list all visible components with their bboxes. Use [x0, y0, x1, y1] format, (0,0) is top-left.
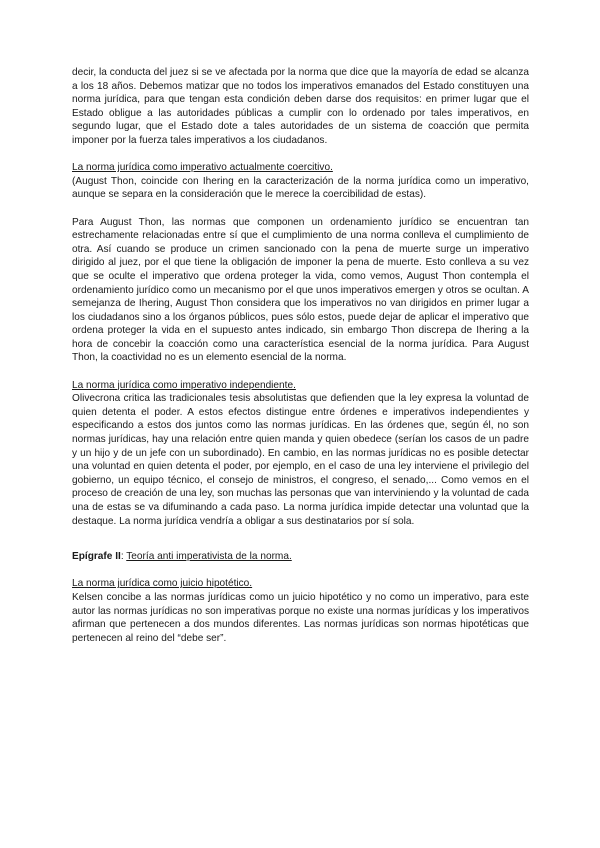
heading-imperativo-coercitivo: La norma jurídica como imperativo actualmente coercitivo.: [72, 162, 333, 174]
spacer: [72, 528, 529, 550]
spacer: [72, 365, 529, 379]
paragraph-thon-intro: (August Thon, coincide con Ihering en la caracterización de la norma jurídica como un imperativo, aunque se separa en la consideración que le merece la coercibilidad de estas).: [72, 175, 529, 201]
spacer: [72, 202, 529, 216]
paragraph-olivecrona: Olivecrona critica las tradicionales tesis absolutistas que defienden que la ley expresa la voluntad de quien detenta el poder. A estos efectos distingue entre órdenes e imperativos independientes y especificando a estos dos juntos como las normas jurídicas. En las órdenes que, según él, no son normas jurídicas, hay una relación entre quien manda y quien obedece (serían los casos de un padre y un hijo y de un jefe con un subordinado). En cambio, en las normas jurídicas no es posible detectar una voluntad en quien detenta el poder, por ejemplo, en el caso de una ley interviene el privilegio del gobierno, un equipo técnico, el consejo de ministros, el congreso, el senado,... Como vemos en el proceso de creación de una ley, son muchas las personas que van interviniendo y la voluntad de cada una de estas se va difuminando a cada paso. La norma jurídica impide detectar una voluntad que la destaque. La norma jurídica vendría a obligar a sus destinatarios por sí sola.: [72, 393, 529, 527]
paragraph-thon: Para August Thon, las normas que componen un ordenamiento jurídico se encuentran tan estrechamente relacionadas entre sí que el cumplimiento de una norma conlleva el cumplimiento de otra. Así cuando se produce un crimen sancionado con la pena de muerte surge un imperativo dirigido al juez, por el que tiene la obligación de imponer la pena de muerte. Esto conlleva a su vez que se oculte el imperativo que ordena proteger la vida, como vemos, August Thon contempla el ordenamiento jurídico como un mecanismo por el que unos imperativos emergen y otros se ocultan. A semejanza de Ihering, August Thon considera que los imperativos no van dirigidos en primer lugar a los ciudadanos sino a los órganos públicos, pues sólo estos, puede dejar de aplicar el imperativo que ordena proteger la vida en el supuesto antes indicado, sin embargo Thon discrepa de Ihering a la hora de concebir la coacción como una característica esencial de la norma jurídica. Para August Thon, la coactividad no es un elemento esencial de la norma.: [72, 216, 529, 364]
spacer: [72, 564, 529, 578]
epigrafe-heading: [72, 550, 529, 564]
heading-juicio-hipotetico: La norma jurídica como juicio hipotético.: [72, 578, 253, 590]
epigrafe-separator: :: [120, 551, 127, 563]
paragraph-kelsen: Kelsen concibe a las normas jurídicas como un juicio hipotético y no como un imperativo, para este autor las normas jurídicas no son imperativas porque no existe una normas jurídicas y los imperativos afirman que pertenecen a dos mundos diferentes. Las normas jurídicas son normas hipotéticas que pertenecen al reino del “debe ser”.: [72, 591, 529, 644]
heading-imperativo-independiente: La norma jurídica como imperativo independiente.: [72, 379, 296, 391]
epigrafe-title: Teoría anti imperativista de la norma.: [126, 551, 292, 563]
epigrafe-label: Epígrafe II: [72, 551, 121, 563]
paragraph-intro: decir, la conducta del juez si se ve afectada por la norma que dice que la mayoría de edad se alcanza a los 18 años. Debemos matizar que no todos los imperativos emanados del Estado constituyen una norma jurídica, para que tengan esta condición deben darse dos requisitos: en primer lugar que el Estado obligue a las autoridades públicas a cumplir con lo ordenado por tales imperativos, en segundo lugar, que el Estado dote a tales autoridades de un sistema de coacción que permita imponer por la fuerza tales imperativos a los ciudadanos.: [72, 67, 529, 146]
spacer: [72, 148, 529, 162]
